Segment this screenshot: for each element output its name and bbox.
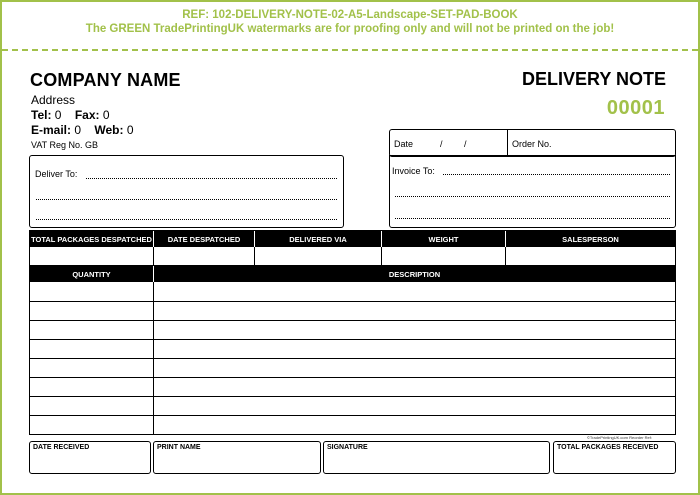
date-separator: / — [464, 139, 467, 149]
description-cell[interactable] — [154, 321, 675, 339]
description-cell[interactable] — [154, 340, 675, 358]
delivery-table — [29, 230, 676, 435]
email-value: 0 — [74, 123, 82, 137]
deliver-to-line — [86, 178, 337, 179]
invoice-to-line — [395, 218, 670, 219]
summary-header: SALESPERSON — [562, 234, 619, 244]
summary-header: WEIGHT — [382, 231, 506, 247]
item-row[interactable] — [30, 396, 675, 415]
document-title: DELIVERY NOTE — [521, 69, 666, 89]
proof-banner — [2, 8, 698, 36]
quantity-cell[interactable] — [30, 302, 154, 320]
invoice-to-line — [443, 174, 670, 175]
invoice-to-label: Invoice To: — [392, 166, 435, 176]
vat-reg: VAT Reg No. GB — [31, 140, 99, 150]
summary-data-row[interactable] — [30, 247, 675, 266]
email-label: E-mail: — [31, 123, 72, 137]
quantity-header: QUANTITY — [30, 266, 154, 282]
item-header-row — [30, 266, 675, 282]
signature-box[interactable] — [323, 441, 550, 474]
quantity-cell[interactable] — [30, 340, 154, 358]
deliver-to-label: Deliver To: — [35, 169, 78, 179]
summary-cell[interactable] — [506, 247, 675, 265]
total-packages-received-box[interactable] — [553, 441, 676, 474]
description-cell[interactable] — [154, 416, 675, 434]
item-row[interactable] — [30, 377, 675, 396]
summary-cell[interactable] — [30, 247, 154, 265]
item-rows — [30, 282, 675, 434]
divider — [507, 130, 508, 156]
company-address: Address — [31, 93, 76, 107]
document-number: 00001 — [606, 97, 665, 119]
quantity-cell[interactable] — [30, 321, 154, 339]
deliver-to-line — [36, 199, 337, 200]
tel-fax-line — [31, 108, 110, 122]
web-label: Web: — [94, 123, 124, 137]
quantity-cell[interactable] — [30, 282, 154, 301]
item-row[interactable] — [30, 415, 675, 434]
item-row[interactable] — [30, 301, 675, 320]
description-cell[interactable] — [154, 397, 675, 415]
print-name-label: PRINT NAME — [157, 444, 201, 451]
order-no-label: Order No. — [512, 139, 552, 149]
ref-code: REF: 102-DELIVERY-NOTE-02-A5-Landscape-SET-PAD-BOOK — [182, 9, 518, 21]
fax-label: Fax: — [74, 108, 100, 122]
description-cell[interactable] — [154, 282, 675, 301]
summary-cell[interactable] — [255, 247, 382, 265]
quantity-cell[interactable] — [30, 397, 154, 415]
quantity-cell[interactable] — [30, 378, 154, 396]
description-cell[interactable] — [154, 359, 675, 377]
summary-cell[interactable] — [382, 247, 506, 265]
print-name-box[interactable] — [153, 441, 321, 474]
date-order-box — [389, 129, 676, 157]
tel-value: 0 — [54, 108, 62, 122]
invoice-to-line — [395, 196, 670, 197]
summary-header-row — [30, 231, 675, 247]
quantity-cell[interactable] — [30, 416, 154, 434]
web-value: 0 — [126, 123, 134, 137]
deliver-to-line — [36, 219, 337, 220]
cut-line — [2, 49, 698, 51]
invoice-to-box[interactable] — [389, 155, 676, 228]
summary-cell[interactable] — [154, 247, 255, 265]
summary-header: DELIVERED VIA — [255, 231, 382, 247]
date-received-label: DATE RECEIVED — [33, 444, 90, 451]
item-row[interactable] — [30, 320, 675, 339]
printer-credit: ©TradePrintingUK.com Reorder Ref: — [586, 435, 652, 440]
tel-label: Tel: — [31, 108, 52, 122]
deliver-to-box[interactable] — [29, 155, 344, 228]
date-received-box[interactable] — [29, 441, 151, 474]
summary-header: DATE DESPATCHED — [154, 231, 255, 247]
item-row[interactable] — [30, 358, 675, 377]
fax-value: 0 — [102, 108, 110, 122]
total-packages-received-label: TOTAL PACKAGES RECEIVED — [557, 444, 659, 451]
description-cell[interactable] — [154, 378, 675, 396]
signature-label: SIGNATURE — [327, 444, 368, 451]
item-row[interactable] — [30, 339, 675, 358]
item-row[interactable] — [30, 282, 675, 301]
email-web-line — [31, 123, 134, 137]
summary-header: TOTAL PACKAGES DESPATCHED — [30, 231, 154, 247]
company-name: COMPANY NAME — [30, 70, 181, 90]
quantity-cell[interactable] — [30, 359, 154, 377]
date-label: Date — [394, 139, 414, 149]
description-header: DESCRIPTION — [388, 269, 441, 279]
description-cell[interactable] — [154, 302, 675, 320]
date-separator: / — [440, 139, 443, 149]
watermark-notice: The GREEN TradePrintingUK watermarks are for proofing only and will not be printed on the job! — [85, 23, 615, 35]
